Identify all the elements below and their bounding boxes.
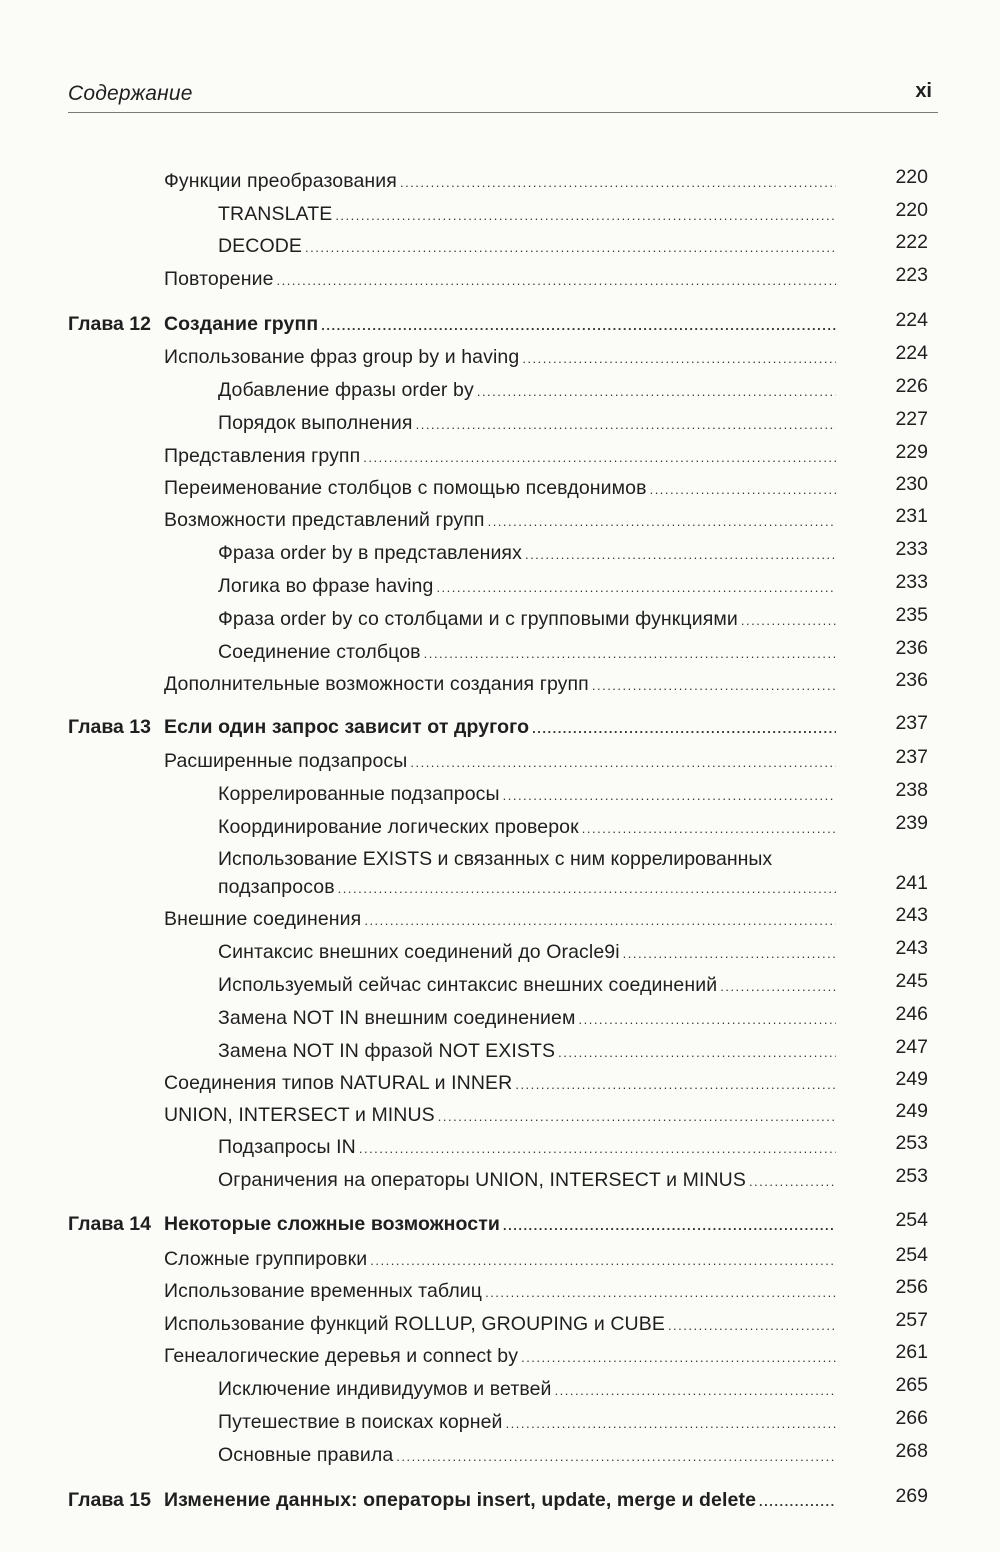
toc-entry[interactable]: Ограничения на операторы UNION, INTERSECT и MINUS ..... (218, 1165, 836, 1195)
toc-page-number: 241 (895, 872, 928, 894)
toc-page-number: 233 (895, 538, 928, 560)
toc-page-number: 265 (895, 1374, 928, 1396)
chapter-label: Глава 13 (68, 716, 151, 738)
toc-page-number: 229 (895, 441, 928, 463)
toc-entry[interactable]: Соединения типов NATURAL и INNER ..... (164, 1068, 836, 1098)
leader-dots (759, 1487, 836, 1517)
toc-page-number: 235 (895, 604, 928, 626)
toc-entry[interactable]: Переименование столбцов с помощью псевдонимов ..... (164, 473, 836, 503)
leader-dots (521, 1343, 836, 1373)
toc-entry[interactable]: Дополнительные возможности создания групп ..... (164, 669, 836, 699)
toc-page-number: 220 (895, 166, 928, 188)
toc-page-number: 220 (895, 199, 928, 221)
toc-entry[interactable]: Исключение индивидуумов и ветвей ..... (218, 1374, 836, 1404)
leader-dots (720, 972, 836, 1002)
leader-dots (424, 639, 836, 669)
leader-dots (522, 344, 836, 374)
leader-dots (503, 1211, 836, 1241)
leader-dots (321, 311, 836, 341)
toc-entry[interactable]: Замена NOT IN фразой NOT EXISTS ..... (218, 1036, 836, 1066)
leader-dots (305, 233, 836, 263)
toc-entry[interactable]: DECODE ..... (218, 231, 836, 261)
toc-page-number: 224 (895, 342, 928, 364)
toc-chapter-entry[interactable]: Если один запрос зависит от другого ..... (164, 712, 836, 742)
toc-page-number: 266 (895, 1407, 928, 1429)
toc-page-number: 226 (895, 375, 928, 397)
leader-dots (558, 1038, 836, 1068)
toc-page-number: 243 (895, 937, 928, 959)
leader-dots (749, 1167, 836, 1197)
toc-page-number: 253 (895, 1165, 928, 1187)
toc-page-number: 230 (895, 473, 928, 495)
toc-page-number: 237 (895, 746, 928, 768)
toc-page-number: 256 (895, 1276, 928, 1298)
toc-page-number: 246 (895, 1003, 928, 1025)
toc-entry[interactable]: Добавление фразы order by ..... (218, 375, 836, 405)
leader-dots (400, 168, 836, 198)
toc-entry[interactable]: Фраза order by в представлениях ..... (218, 538, 836, 568)
toc-page-number: 224 (895, 309, 928, 331)
leader-dots (370, 1246, 836, 1276)
leader-dots (515, 1070, 836, 1100)
leader-dots (503, 781, 836, 811)
toc-entry-first-line[interactable]: Использование EXISTS и связанных с ним коррелированных (218, 848, 773, 870)
toc-entry[interactable]: Подзапросы IN ..... (218, 1132, 836, 1162)
toc-page-number: 269 (895, 1485, 928, 1507)
leader-dots (650, 475, 836, 505)
toc-page-number: 254 (895, 1209, 928, 1231)
leader-dots (623, 939, 836, 969)
toc-page-number: 254 (895, 1244, 928, 1266)
toc-entry[interactable]: UNION, INTERSECT и MINUS ..... (164, 1100, 836, 1130)
toc-page-number: 237 (895, 712, 928, 734)
leader-dots (363, 443, 836, 473)
toc-page-number: 236 (895, 669, 928, 691)
toc-entry[interactable]: Основные правила ..... (218, 1440, 836, 1470)
toc-entry[interactable]: Используемый сейчас синтаксис внешних соединений ..... (218, 970, 836, 1000)
leader-dots (532, 714, 836, 744)
toc-page-number: 233 (895, 571, 928, 593)
leader-dots (578, 1005, 836, 1035)
toc-entry[interactable]: Повторение ..... (164, 264, 836, 294)
toc-page-number: 227 (895, 408, 928, 430)
toc-entry[interactable]: Синтаксис внешних соединений до Oracle9i ..... (218, 937, 836, 967)
toc-entry[interactable]: Использование временных таблиц ..... (164, 1276, 836, 1306)
leader-dots (335, 201, 836, 231)
toc-entry[interactable]: TRANSLATE ..... (218, 199, 836, 229)
leader-dots (396, 1442, 836, 1472)
toc-page-number: 245 (895, 970, 928, 992)
chapter-label: Глава 15 (68, 1489, 151, 1511)
leader-dots (359, 1134, 836, 1164)
toc-page-number: 238 (895, 779, 928, 801)
leader-dots (364, 906, 836, 936)
toc-entry[interactable]: подзапросов ..... (218, 872, 836, 902)
leader-dots (410, 748, 836, 778)
leader-dots (525, 540, 836, 570)
toc-entry[interactable]: Функции преобразования ..... (164, 166, 836, 196)
header-page-number: xi (915, 80, 932, 102)
toc-page-number: 239 (895, 812, 928, 834)
toc-chapter-entry[interactable]: Создание групп ..... (164, 309, 836, 339)
header-title: Содержание (68, 82, 193, 105)
toc-entry[interactable]: Соединение столбцов ..... (218, 637, 836, 667)
leader-dots (741, 606, 836, 636)
toc-entry[interactable]: Сложные группировки ..... (164, 1244, 836, 1274)
leader-dots (668, 1311, 836, 1341)
leader-dots (277, 266, 836, 296)
toc-page-number: 223 (895, 264, 928, 286)
leader-dots (555, 1376, 836, 1406)
toc-entry[interactable]: Представления групп ..... (164, 441, 836, 471)
toc-entry[interactable]: Коррелированные подзапросы ..... (218, 779, 836, 809)
chapter-label: Глава 12 (68, 313, 151, 335)
toc-entry[interactable]: Расширенные подзапросы ..... (164, 746, 836, 776)
leader-dots (477, 377, 836, 407)
toc-entry[interactable]: Генеалогические деревья и connect by ..... (164, 1341, 836, 1371)
toc-page-number: 249 (895, 1068, 928, 1090)
toc-page-number: 257 (895, 1309, 928, 1331)
toc-page-number: 253 (895, 1132, 928, 1154)
toc-page-number: 243 (895, 904, 928, 926)
leader-dots (338, 874, 836, 904)
toc-page-number: 236 (895, 637, 928, 659)
toc-chapter-entry[interactable]: Некоторые сложные возможности ..... (164, 1209, 836, 1239)
leader-dots (506, 1409, 836, 1439)
toc-entry[interactable]: Фраза order by со столбцами и с групповыми функциями ..... (218, 604, 836, 634)
toc-chapter-entry[interactable]: Изменение данных: операторы insert, update, merge и delete ..... (164, 1485, 836, 1515)
toc-entry[interactable]: Использование функций ROLLUP, GROUPING и CUBE ..... (164, 1309, 836, 1339)
toc-page-number: 249 (895, 1100, 928, 1122)
toc-page-number: 222 (895, 231, 928, 253)
leader-dots (592, 671, 836, 701)
toc-entry[interactable]: Логика во фразе having ..... (218, 571, 836, 601)
toc-page-number: 261 (895, 1341, 928, 1363)
toc-page-number: 268 (895, 1440, 928, 1462)
leader-dots (488, 507, 836, 537)
leader-dots (582, 814, 836, 844)
leader-dots (416, 410, 836, 440)
toc-page-number: 247 (895, 1036, 928, 1058)
chapter-label: Глава 14 (68, 1213, 151, 1235)
leader-dots (438, 1102, 836, 1132)
toc-entry[interactable]: Путешествие в поисках корней ..... (218, 1407, 836, 1437)
toc-entry[interactable]: Координирование логических проверок ..... (218, 812, 836, 842)
toc-entry[interactable]: Использование фраз group by и having ..... (164, 342, 836, 372)
toc-entry[interactable]: Возможности представлений групп ..... (164, 505, 836, 535)
toc-entry[interactable]: Внешние соединения ..... (164, 904, 836, 934)
toc-entry[interactable]: Замена NOT IN внешним соединением ..... (218, 1003, 836, 1033)
toc-entry[interactable]: Порядок выполнения ..... (218, 408, 836, 438)
toc-page-number: 231 (895, 505, 928, 527)
leader-dots (436, 573, 836, 603)
leader-dots (485, 1278, 836, 1308)
